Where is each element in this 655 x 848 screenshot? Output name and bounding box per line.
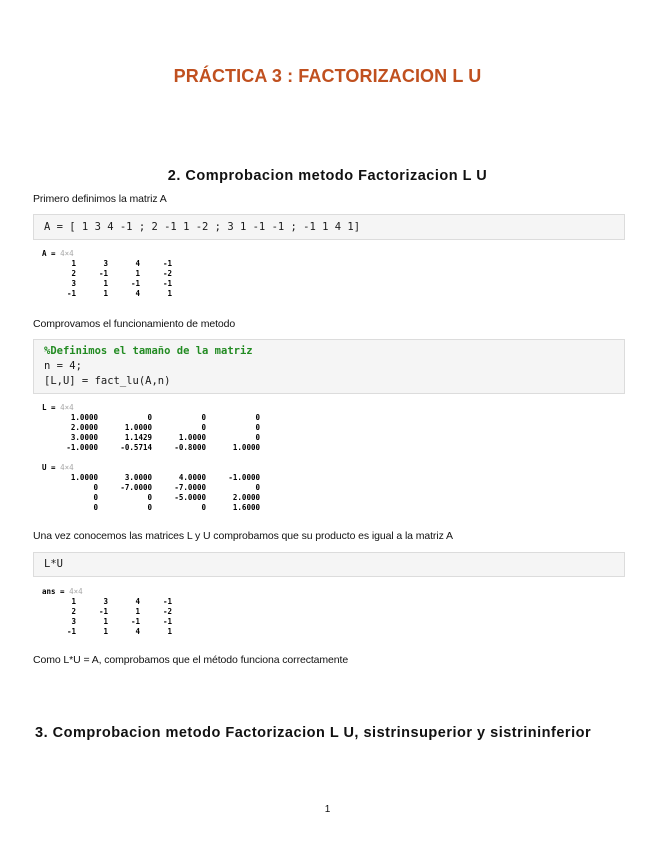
matrix-cell: 3.0000 xyxy=(70,433,98,442)
matrix-cell: -1 xyxy=(130,279,140,288)
matrix-cell: 0 xyxy=(201,413,206,422)
matrix-cell: 1 xyxy=(71,259,76,268)
matrix-cell: 0 xyxy=(93,483,98,492)
paragraph-comprovamos: Comprovamos el funcionamiento de metodo xyxy=(33,318,236,330)
code-cell-fact-lu[interactable] xyxy=(33,339,625,394)
matrix-cell: -0.5714 xyxy=(120,443,152,452)
matrix-cell: -1 xyxy=(162,279,172,288)
matrix-grid xyxy=(42,473,260,513)
section-2-heading: 2. Comprobacion metodo Factorizacion L U xyxy=(167,168,488,184)
matrix-cell: 2 xyxy=(71,607,76,616)
matrix-cell: 1 xyxy=(167,289,172,298)
matrix-cell: -1 xyxy=(98,607,108,616)
matrix-cell: -1.0000 xyxy=(228,473,260,482)
code-line: L*U xyxy=(44,558,63,570)
matrix-cell: 1.0000 xyxy=(70,473,98,482)
matrix-cell: 0 xyxy=(147,413,152,422)
matrix-cell: 1 xyxy=(135,269,140,278)
output-header xyxy=(42,249,172,259)
matrix-cell: 2 xyxy=(71,269,76,278)
output-matrix-a xyxy=(42,249,172,299)
matrix-cell: 1.0000 xyxy=(178,433,206,442)
output-ans xyxy=(42,587,172,637)
matrix-cell: 3 xyxy=(71,617,76,626)
output-dims: 4×4 xyxy=(60,249,74,258)
output-label: A = xyxy=(42,249,61,258)
code-line: A = [ 1 3 4 -1 ; 2 -1 1 -2 ; 3 1 -1 -1 ; -1 1 4 1] xyxy=(44,221,361,233)
matrix-cell: -1 xyxy=(66,627,76,636)
matrix-cell: 3.0000 xyxy=(124,473,152,482)
intro-paragraph: Primero definimos la matriz A xyxy=(33,193,167,205)
matrix-cell: 1 xyxy=(103,627,108,636)
matrix-cell: 1 xyxy=(103,617,108,626)
matrix-cell: 3 xyxy=(103,259,108,268)
matrix-cell: 4 xyxy=(135,597,140,606)
matrix-cell: 1.0000 xyxy=(70,413,98,422)
matrix-cell: 4 xyxy=(135,627,140,636)
matrix-cell: 0 xyxy=(147,503,152,512)
matrix-cell: 2.0000 xyxy=(70,423,98,432)
matrix-cell: 1 xyxy=(167,627,172,636)
page-number: 1 xyxy=(324,804,331,815)
matrix-cell: -5.0000 xyxy=(174,493,206,502)
output-label: U = xyxy=(42,463,61,472)
output-dims: 4×4 xyxy=(60,403,74,412)
matrix-grid xyxy=(42,413,260,453)
matrix-cell: 1 xyxy=(103,279,108,288)
matrix-cell: 1.0000 xyxy=(124,423,152,432)
output-header xyxy=(42,403,260,413)
output-header xyxy=(42,587,172,597)
paragraph-producto: Una vez conocemos las matrices L y U comprobamos que su producto es igual a la matriz A xyxy=(33,530,453,542)
matrix-cell: -1 xyxy=(98,269,108,278)
matrix-cell: -7.0000 xyxy=(174,483,206,492)
code-line: [L,U] = fact_lu(A,n) xyxy=(44,375,171,387)
matrix-cell: -0.8000 xyxy=(174,443,206,452)
matrix-cell: 1.6000 xyxy=(232,503,260,512)
output-matrix-l xyxy=(42,403,260,453)
output-label: ans = xyxy=(42,587,70,596)
output-dims: 4×4 xyxy=(69,587,83,596)
matrix-cell: -2 xyxy=(162,269,172,278)
matrix-cell: 1.0000 xyxy=(232,443,260,452)
output-matrix-u xyxy=(42,463,260,513)
matrix-cell: -2 xyxy=(162,607,172,616)
section-3-heading: 3. Comprobacion metodo Factorizacion L U, sistrinsuperior y sistrininferior xyxy=(35,725,592,741)
matrix-cell: 2.0000 xyxy=(232,493,260,502)
matrix-cell: -1 xyxy=(162,597,172,606)
matrix-grid xyxy=(42,597,172,637)
matrix-cell: 1.1429 xyxy=(124,433,152,442)
matrix-cell: 0 xyxy=(201,503,206,512)
matrix-cell: 0 xyxy=(201,423,206,432)
code-cell-matrix-a[interactable] xyxy=(33,214,625,240)
matrix-cell: -1 xyxy=(130,617,140,626)
output-header xyxy=(42,463,260,473)
matrix-cell: 1 xyxy=(135,607,140,616)
output-dims: 4×4 xyxy=(60,463,74,472)
matrix-cell: 1 xyxy=(103,289,108,298)
code-cell-lu-product[interactable] xyxy=(33,552,625,577)
matrix-cell: 0 xyxy=(255,483,260,492)
document-title: PRÁCTICA 3 : FACTORIZACION L U xyxy=(173,66,482,86)
matrix-cell: 3 xyxy=(103,597,108,606)
matrix-cell: 0 xyxy=(93,493,98,502)
matrix-grid xyxy=(42,259,172,299)
matrix-cell: 4 xyxy=(135,259,140,268)
output-label: L = xyxy=(42,403,61,412)
matrix-cell: 0 xyxy=(147,493,152,502)
matrix-cell: 0 xyxy=(255,433,260,442)
matrix-cell: 4 xyxy=(135,289,140,298)
matrix-cell: 4.0000 xyxy=(178,473,206,482)
matrix-cell: 1 xyxy=(71,597,76,606)
code-line: n = 4; xyxy=(44,360,82,372)
matrix-cell: -1 xyxy=(162,617,172,626)
matrix-cell: -1 xyxy=(66,289,76,298)
matrix-cell: -1.0000 xyxy=(66,443,98,452)
matrix-cell: 0 xyxy=(255,413,260,422)
matrix-cell: 3 xyxy=(71,279,76,288)
matrix-cell: -1 xyxy=(162,259,172,268)
paragraph-conclusion: Como L*U = A, comprobamos que el método funciona correctamente xyxy=(33,654,349,666)
matrix-cell: 0 xyxy=(255,423,260,432)
matrix-cell: 0 xyxy=(93,503,98,512)
matrix-cell: -7.0000 xyxy=(120,483,152,492)
code-comment: %Definimos el tamaño de la matriz xyxy=(44,345,253,357)
